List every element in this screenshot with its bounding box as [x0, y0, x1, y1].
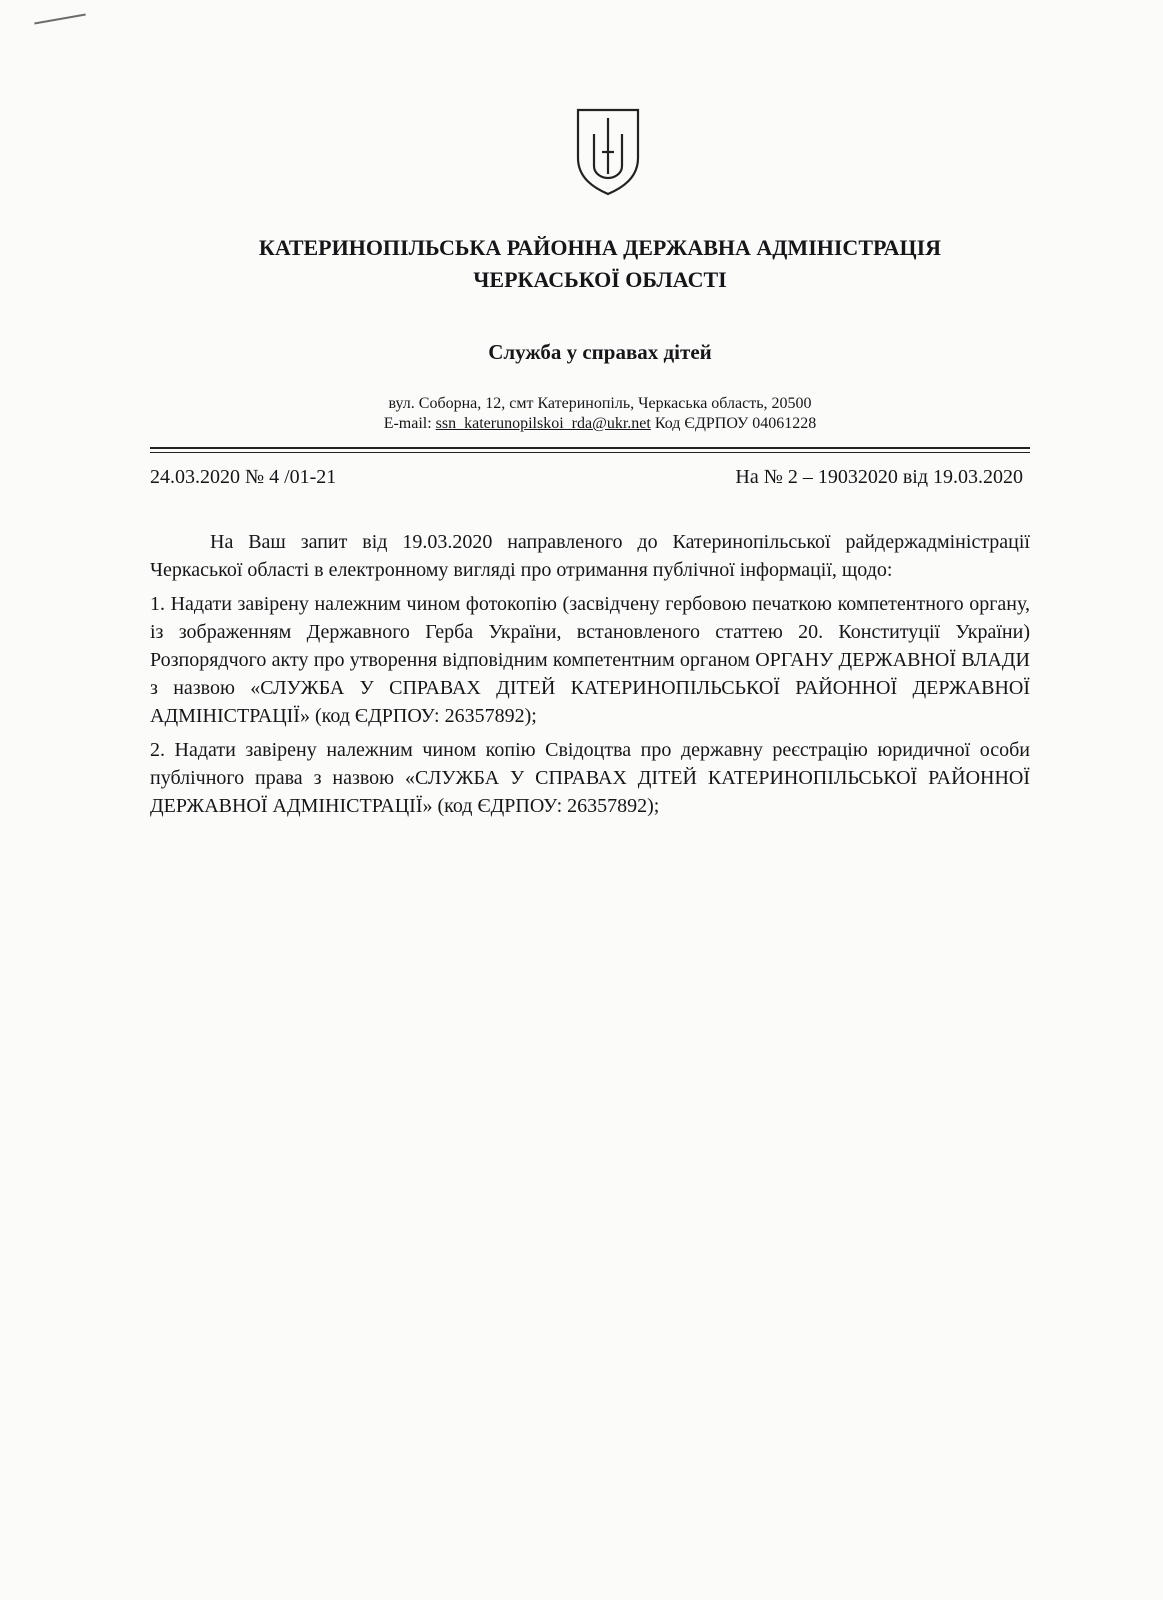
email-label: E-mail:: [383, 415, 436, 432]
service-title: Служба у справах дітей: [488, 340, 712, 364]
outgoing-date-number: 24.03.2020 № 4 /01-21: [150, 466, 337, 488]
address-block: [100, 394, 1100, 434]
letterhead-rule-thin: [150, 452, 1030, 453]
org-title-line2: ЧЕРКАСЬКОЇ ОБЛАСТІ: [473, 267, 727, 292]
address-line: вул. Соборна, 12, смт Катеринопіль, Черкаська область, 20500: [388, 395, 812, 412]
coat-of-arms-icon: [572, 104, 644, 196]
intro-paragraph: На Ваш запит від 19.03.2020 направленого до Катеринопільської райдержадміністрації Черкаської області в електронному вигляді про отримання публічної інформації, щодо:: [150, 531, 1030, 581]
edrpou-code: Код ЄДРПОУ 04061228: [650, 415, 817, 432]
scan-mark: [34, 14, 86, 25]
letter-body: [150, 528, 1030, 826]
org-title-line1: КАТЕРИНОПІЛЬСЬКА РАЙОННА ДЕРЖАВНА АДМІНІСТРАЦІЯ: [258, 235, 942, 260]
letterhead-rule: [150, 447, 1030, 449]
request-item-2: 2. Надати завірену належним чином копію Свідоцтва про державну реєстрацію юридичної особи публічного права з назвою «СЛУЖБА У СПРАВАХ ДІТЕЙ КАТЕРИНОПІЛЬСЬКОЇ РАЙОННОЇ ДЕРЖАВНОЇ АДМІНІСТРАЦІЇ» (код ЄДРПОУ: 26357892);: [150, 739, 1030, 817]
incoming-reference: На № 2 – 19032020 від 19.03.2020: [735, 466, 1023, 488]
request-item-1: 1. Надати завірену належним чином фотокопію (засвідчену гербовою печаткою компетентного органу, із зображенням Державного Герба України, встановленого статтею 20. Конституції України) Розпорядчого акту про утворення відповідним компетентним органом ОРГАНУ ДЕРЖАВНОЇ ВЛАДИ з назвою «СЛУЖБА У СПРАВАХ ДІТЕЙ КАТЕРИНОПІЛЬСЬКОЇ РАЙОННОЇ ДЕРЖАВНОЇ АДМІНІСТРАЦІЇ» (код ЄДРПОУ: 26357892);: [150, 593, 1030, 727]
contact-line: [100, 414, 1100, 434]
email-link[interactable]: ssn_katerunopilskoi_rda@ukr.net: [435, 415, 651, 432]
